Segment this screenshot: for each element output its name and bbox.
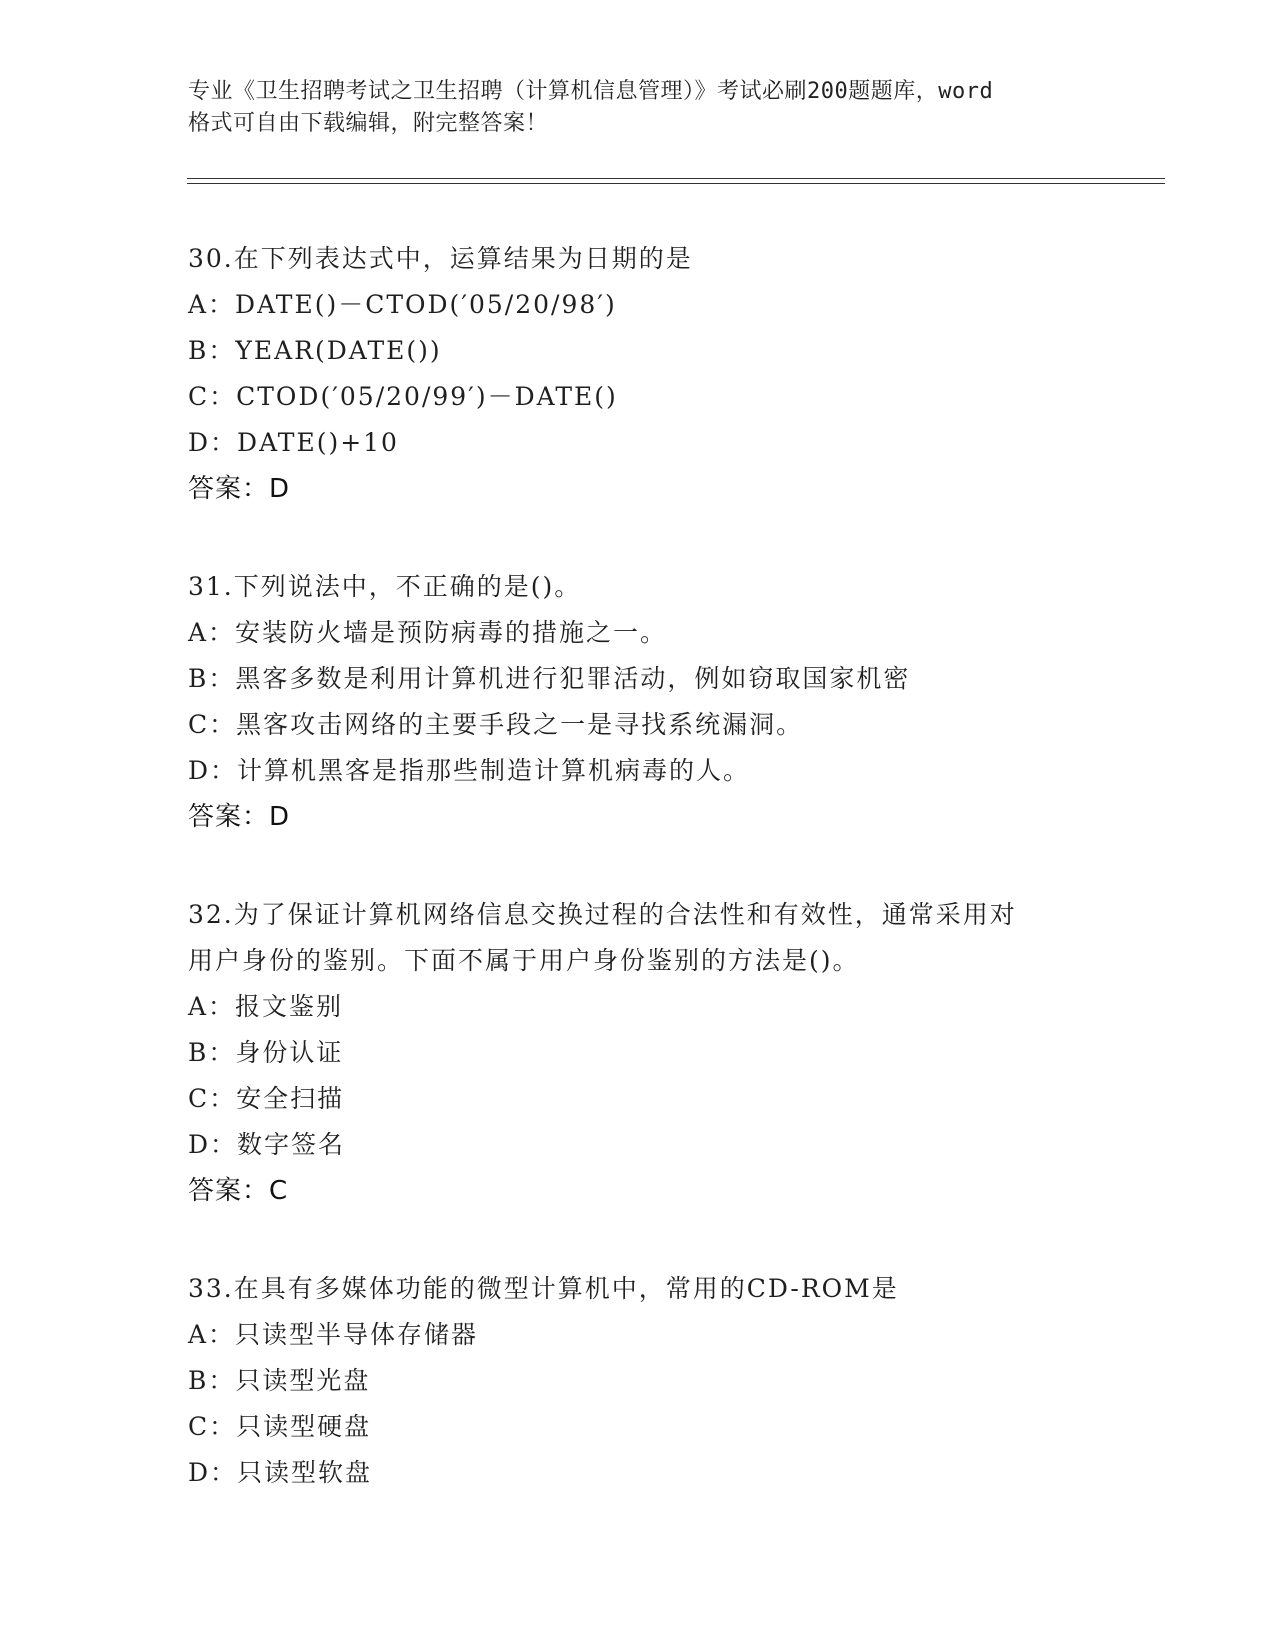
header-divider-bottom: [187, 183, 1165, 184]
option-b: B：只读型光盘: [188, 1366, 371, 1395]
document-header: [188, 76, 1118, 140]
header-divider-top: [187, 178, 1165, 179]
question-stem: 31.下列说法中，不正确的是()。: [188, 572, 582, 601]
answer-label: 答案：D: [188, 474, 291, 504]
option-b: B：黑客多数是利用计算机进行犯罪活动，例如窃取国家机密: [188, 664, 911, 693]
option-b: B：YEAR(DATE()): [188, 336, 442, 365]
question-30: [188, 236, 1148, 512]
option-a: A：DATE()－CTOD(′05/20/98′): [188, 290, 617, 319]
option-d: D：DATE()+10: [188, 428, 399, 457]
header-title-line-1: 专业《卫生招聘考试之卫生招聘（计算机信息管理）》考试必刷200题题库，word: [188, 79, 994, 104]
option-c: C：黑客攻击网络的主要手段之一是寻找系统漏洞。: [188, 710, 804, 739]
question-stem-line-2: 用户身份的鉴别。下面不属于用户身份鉴别的方法是()。: [188, 946, 860, 975]
option-c: C：安全扫描: [188, 1084, 345, 1113]
question-stem-line-1: 32.为了保证计算机网络信息交换过程的合法性和有效性，通常采用对: [188, 900, 1017, 929]
question-list: [188, 236, 1148, 1548]
question-33: [188, 1266, 1148, 1496]
question-31: [188, 564, 1148, 840]
option-a: A：安装防火墙是预防病毒的措施之一。: [188, 618, 668, 647]
option-c: C：CTOD(′05/20/99′)－DATE(): [188, 382, 618, 411]
option-d: D：计算机黑客是指那些制造计算机病毒的人。: [188, 756, 751, 785]
answer-label: 答案：D: [188, 802, 291, 832]
option-a: A：报文鉴别: [188, 992, 344, 1021]
question-stem: 30.在下列表达式中，运算结果为日期的是: [188, 244, 693, 273]
option-b: B：身份认证: [188, 1038, 344, 1067]
option-a: A：只读型半导体存储器: [188, 1320, 479, 1349]
option-d: D：数字签名: [188, 1130, 346, 1159]
option-c: C：只读型硬盘: [188, 1412, 372, 1441]
header-title-line-2: 格式可自由下载编辑，附完整答案！: [188, 111, 549, 136]
question-stem: 33.在具有多媒体功能的微型计算机中，常用的CD-ROM是: [188, 1274, 899, 1303]
answer-label: 答案：C: [188, 1176, 289, 1206]
option-d: D：只读型软盘: [188, 1458, 373, 1487]
question-32: [188, 892, 1148, 1214]
